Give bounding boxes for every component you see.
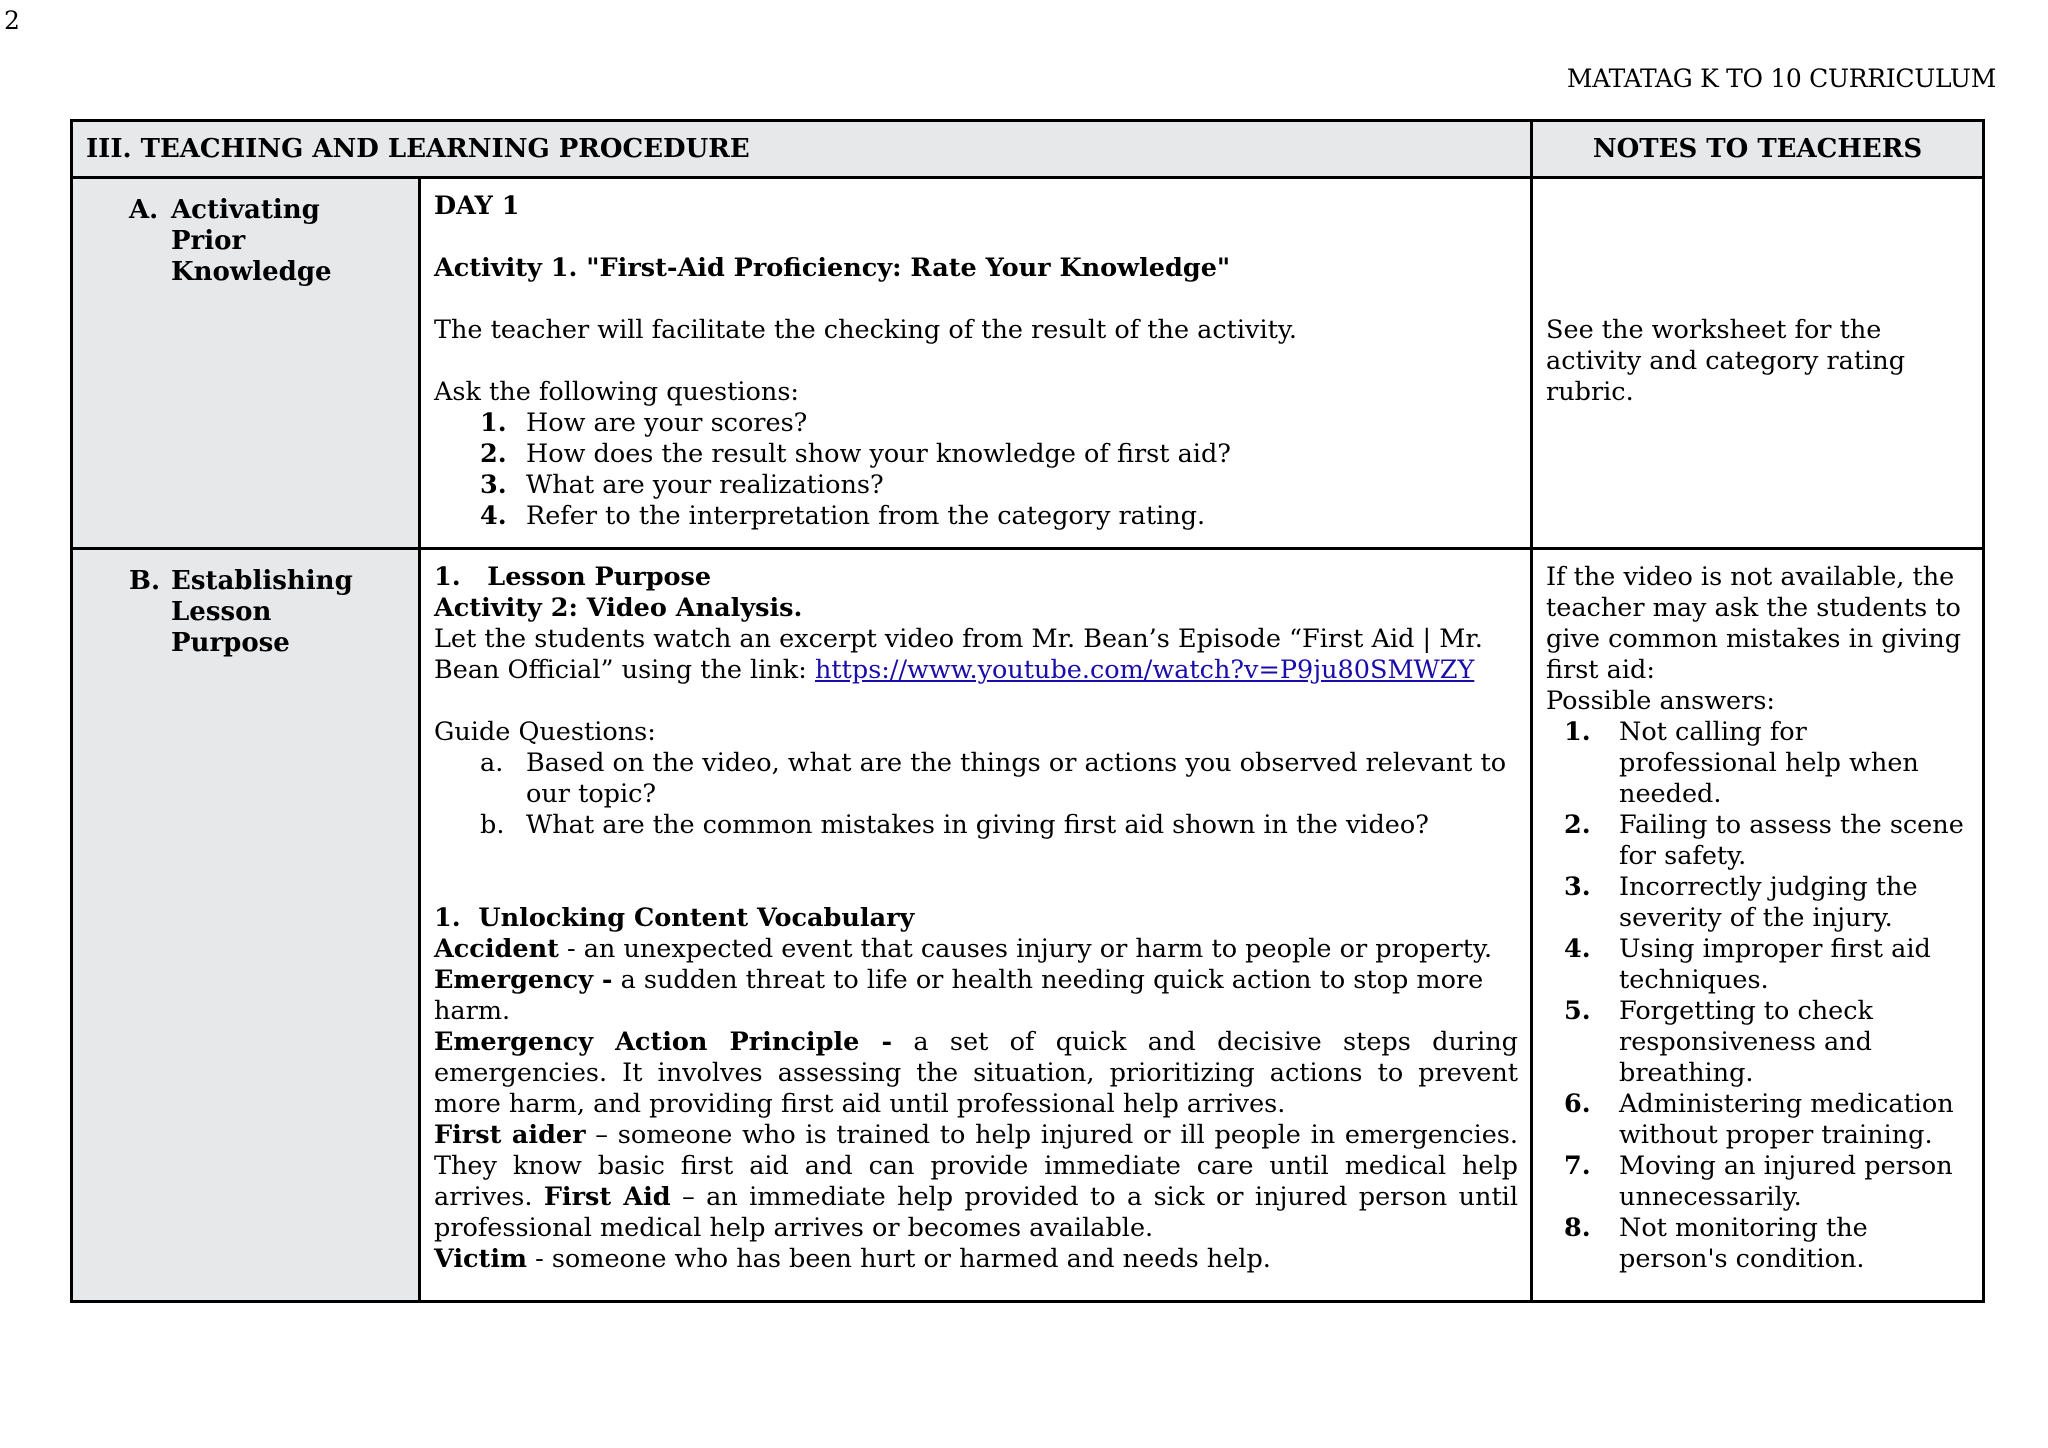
list-item: 2. How does the result show your knowledge of first aid? <box>480 439 1231 469</box>
worksheet-note: See the worksheet for the activity and category rating rubric. <box>1546 315 1906 407</box>
possible-answers-list <box>1564 717 1972 1275</box>
list-item: a. Based on the video, what are the things or actions you observed relevant to our topic? <box>480 748 1507 809</box>
video-unavailable-note: If the video is not available, the teacher may ask the students to give common mistakes in giving first aid: <box>1546 562 1962 685</box>
vocab-heading: 1. Unlocking Content Vocabulary <box>434 903 915 933</box>
list-item: 7. Moving an injured person unnecessarily. <box>1564 1151 1953 1212</box>
table-header-row <box>72 121 1984 178</box>
vocab-accident: Accident - an unexpected event that causes injury or harm to people or property. <box>434 934 1493 964</box>
ask-intro: Ask the following questions: <box>434 377 799 407</box>
section-b-row <box>72 549 1984 1302</box>
section-a-letter: A. <box>129 195 159 225</box>
section-b-content <box>420 549 1532 1302</box>
activity1-title: Activity 1. "First-Aid Proficiency: Rate Your Knowledge" <box>434 253 1231 283</box>
section-b-note <box>1532 549 1984 1302</box>
vocab-eap: Emergency Action Principle - a set of quick and decisive steps during emergencies. It involves assessing the situation, prioritizing actions to prevent more harm, and providing first aid until professional help arrives. <box>434 1027 1519 1119</box>
activity2-title: Activity 2: Video Analysis. <box>434 593 803 623</box>
day-label: DAY 1 <box>434 191 520 221</box>
lesson-plan-table <box>70 119 1985 1303</box>
question-list <box>480 408 1518 532</box>
section-b-title-line1: Establishing <box>171 566 353 596</box>
facilitate-text: The teacher will facilitate the checking of the result of the activity. <box>434 315 1297 345</box>
curriculum-header: MATATAG K TO 10 CURRICULUM <box>1566 64 1996 93</box>
guide-question-list <box>480 748 1518 841</box>
list-item: 1. How are your scores? <box>480 408 808 438</box>
procedure-header: III. TEACHING AND LEARNING PROCEDURE <box>72 121 1532 178</box>
list-item: 4. Using improper first aid techniques. <box>1564 934 1931 995</box>
possible-answers-label: Possible answers: <box>1546 686 1775 716</box>
list-item: 6. Administering medication without proper training. <box>1564 1089 1954 1150</box>
section-b-label <box>72 549 420 1302</box>
list-item: 3. Incorrectly judging the severity of the injury. <box>1564 872 1918 933</box>
section-a-title-line2: Knowledge <box>171 257 332 287</box>
list-item: 4. Refer to the interpretation from the category rating. <box>480 501 1206 531</box>
page-number: 2 <box>4 6 20 35</box>
watch-instructions: Let the students watch an excerpt video from Mr. Bean’s Episode “First Aid | Mr. Bean Official” using the link: https://www.youtube.com/watch?v=P9ju80SMWZY <box>434 624 1483 685</box>
list-item: b. What are the common mistakes in giving first aid shown in the video? <box>480 810 1429 840</box>
list-item: 2. Failing to assess the scene for safety. <box>1564 810 1964 871</box>
vocab-first-aider: First aider – someone who is trained to help injured or ill people in emergencies. They know basic first aid and can provide immediate care until medical help arrives. First Aid – an immediate help provided to a sick or injured person until professional medical help arrives or becomes available. <box>434 1120 1519 1243</box>
section-a-note <box>1532 178 1984 549</box>
lesson-purpose-heading: 1. Lesson Purpose <box>434 562 712 592</box>
vocab-emergency: Emergency - a sudden threat to life or health needing quick action to stop more harm. <box>434 965 1484 1026</box>
guide-intro: Guide Questions: <box>434 717 656 747</box>
section-a-row <box>72 178 1984 549</box>
list-item: 8. Not monitoring the person's condition. <box>1564 1213 1868 1274</box>
section-b-title-line2: Lesson Purpose <box>171 597 290 658</box>
notes-header: NOTES TO TEACHERS <box>1532 121 1984 178</box>
section-b-letter: B. <box>129 566 161 596</box>
list-item: 1. Not calling for professional help when needed. <box>1564 717 1919 809</box>
section-a-content <box>420 178 1532 549</box>
section-a-title-line1: Activating Prior <box>171 195 320 256</box>
vocab-victim: Victim - someone who has been hurt or harmed and needs help. <box>434 1244 1271 1274</box>
section-a-label <box>72 178 420 549</box>
list-item: 5. Forgetting to check responsiveness and breathing. <box>1564 996 1874 1088</box>
video-link[interactable]: https://www.youtube.com/watch?v=P9ju80SMWZY <box>814 655 1475 685</box>
list-item: 3. What are your realizations? <box>480 470 884 500</box>
